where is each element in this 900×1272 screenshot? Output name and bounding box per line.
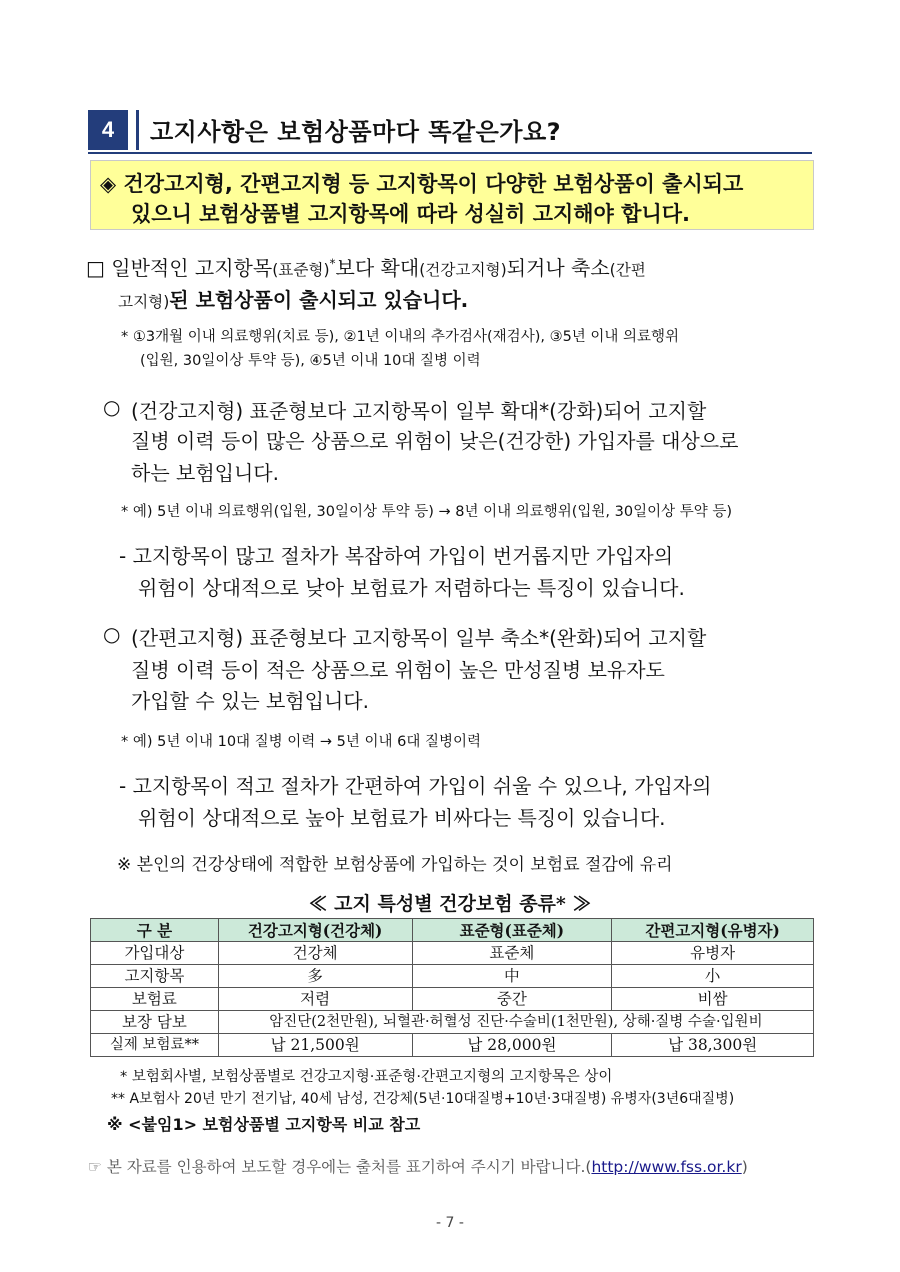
intro-text: 된 보험상품이 출시되고 있습니다. xyxy=(169,288,469,312)
simple-type-text-2: 질병 이력 등이 적은 상품으로 위험이 높은 만성질병 보유자도 xyxy=(131,658,665,682)
table-cell: 보험료 xyxy=(91,988,219,1011)
table-note-3: ※ <붙임1> 보험상품별 고지항목 비교 참고 xyxy=(107,1115,421,1134)
table-header-cell: 건강고지형(건강체) xyxy=(218,919,412,942)
section-number: 4 xyxy=(88,110,128,150)
intro-line-1 xyxy=(86,252,646,281)
insurance-comparison-table xyxy=(90,918,814,1057)
table-row xyxy=(91,1034,814,1057)
table-cell: 표준체 xyxy=(412,942,612,965)
citation-text: ☞ 본 자료를 인용하여 보도할 경우에는 출처를 표기하여 주시기 바랍니다.( xyxy=(88,1158,592,1176)
intro-footnote-line-1: * ①3개월 이내 의료행위(치료 등), ②1년 이내의 추가검사(재검사), ③5년 이내 의료행위 xyxy=(121,329,680,345)
footnote-marker: * xyxy=(329,256,336,271)
table-header-cell: 구 분 xyxy=(91,919,219,942)
table-cell: 저렴 xyxy=(218,988,412,1011)
health-type-example: * 예) 5년 이내 의료행위(입원, 30일이상 투약 등) → 8년 이내 의료행위(입원, 30일이상 투약 등) xyxy=(121,504,732,520)
simple-type-bullet xyxy=(103,622,120,646)
table-title: ≪ 고지 특성별 건강보험 종류* ≫ xyxy=(308,893,592,915)
checkbox-square-icon: □ xyxy=(86,256,105,280)
intro-text: (표준형) xyxy=(272,261,330,279)
intro-line-2 xyxy=(118,284,468,313)
table-note-2: ** A보험사 20년 만기 전기납, 40세 남성, 건강체(5년·10대질병+10년·3대질병) 유병자(3년6대질병) xyxy=(111,1091,735,1107)
simple-type-text-3: 가입할 수 있는 보험입니다. xyxy=(131,689,369,713)
health-type-text-2: 질병 이력 등이 많은 상품으로 위험이 낮은(건강한) 가입자를 대상으로 xyxy=(131,429,739,453)
intro-footnote-line-2: (입원, 30일이상 투약 등), ④5년 이내 10대 질병 이력 xyxy=(140,353,481,369)
table-header-row xyxy=(91,919,814,942)
table-cell: 납 28,000원 xyxy=(412,1034,612,1057)
page-number: - 7 - xyxy=(436,1215,464,1231)
table-cell: 小 xyxy=(612,965,814,988)
health-type-dash-1: - 고지항목이 많고 절차가 복잡하여 가입이 번거롭지만 가입자의 xyxy=(119,544,674,568)
table-cell: 多 xyxy=(218,965,412,988)
table-cell: 납 38,300원 xyxy=(612,1034,814,1057)
citation-notice xyxy=(88,1155,748,1177)
table-cell: 암진단(2천만원), 뇌혈관·허혈성 진단·수술비(1천만원), 상해·질병 수술·입원비 xyxy=(218,1011,813,1034)
simple-type-dash-2: 위험이 상대적으로 높아 보험료가 비싸다는 특징이 있습니다. xyxy=(138,806,666,830)
intro-text: 되거나 축소 xyxy=(506,256,610,280)
intro-text: (간편 xyxy=(609,261,646,279)
recommendation-note: ※ 본인의 건강상태에 적합한 보험상품에 가입하는 것이 보험료 절감에 유리 xyxy=(117,855,673,875)
table-cell: 中 xyxy=(412,965,612,988)
intro-text: 일반적인 고지항목 xyxy=(111,256,273,280)
intro-text: 고지형) xyxy=(118,293,170,311)
fss-website-link[interactable]: http://www.fss.or.kr xyxy=(591,1158,742,1176)
table-cell: 보장 담보 xyxy=(91,1011,219,1034)
health-type-text-3: 하는 보험입니다. xyxy=(131,461,279,485)
table-header-cell: 표준형(표준체) xyxy=(412,919,612,942)
table-note-1: * 보험회사별, 보험상품별로 건강고지형·표준형·간편고지형의 고지항목은 상이 xyxy=(120,1069,613,1085)
table-cell: 중간 xyxy=(412,988,612,1011)
section-divider xyxy=(136,110,139,150)
section-underline xyxy=(88,152,812,154)
section-title: 고지사항은 보험상품마다 똑같은가요? xyxy=(150,118,562,146)
table-row xyxy=(91,942,814,965)
intro-text: (건강고지형) xyxy=(419,261,507,279)
table-cell: 가입대상 xyxy=(91,942,219,965)
table-cell: 비쌈 xyxy=(612,988,814,1011)
table-row xyxy=(91,1011,814,1034)
table-cell: 납 21,500원 xyxy=(218,1034,412,1057)
table-cell: 실제 보험료** xyxy=(91,1034,219,1057)
table-cell: 유병자 xyxy=(612,942,814,965)
circle-bullet-icon: ○ xyxy=(103,395,121,419)
table-row xyxy=(91,965,814,988)
health-type-line-1 xyxy=(103,395,120,419)
table-row xyxy=(91,988,814,1011)
simple-type-text-1: (간편고지형) 표준형보다 고지항목이 일부 축소*(완화)되어 고지할 xyxy=(131,626,707,650)
table-cell: 건강체 xyxy=(218,942,412,965)
intro-text: 보다 확대 xyxy=(335,256,420,280)
simple-type-example: * 예) 5년 이내 10대 질병 이력 → 5년 이내 6대 질병이력 xyxy=(121,734,482,750)
health-type-dash-2: 위험이 상대적으로 낮아 보험료가 저렴하다는 특징이 있습니다. xyxy=(138,576,685,600)
health-type-text-1: (건강고지형) 표준형보다 고지항목이 일부 확대*(강화)되어 고지할 xyxy=(131,399,707,423)
table-header-cell: 간편고지형(유병자) xyxy=(612,919,814,942)
simple-type-dash-1: - 고지항목이 적고 절차가 간편하여 가입이 쉬울 수 있으나, 가입자의 xyxy=(119,774,712,798)
summary-line-1: ◈ 건강고지형, 간편고지형 등 고지항목이 다양한 보험상품이 출시되고 xyxy=(100,172,744,196)
circle-bullet-icon: ○ xyxy=(103,622,121,646)
citation-text: ) xyxy=(741,1158,748,1176)
table-cell: 고지항목 xyxy=(91,965,219,988)
summary-line-2: 있으니 보험상품별 고지항목에 따라 성실히 고지해야 합니다. xyxy=(131,202,690,226)
